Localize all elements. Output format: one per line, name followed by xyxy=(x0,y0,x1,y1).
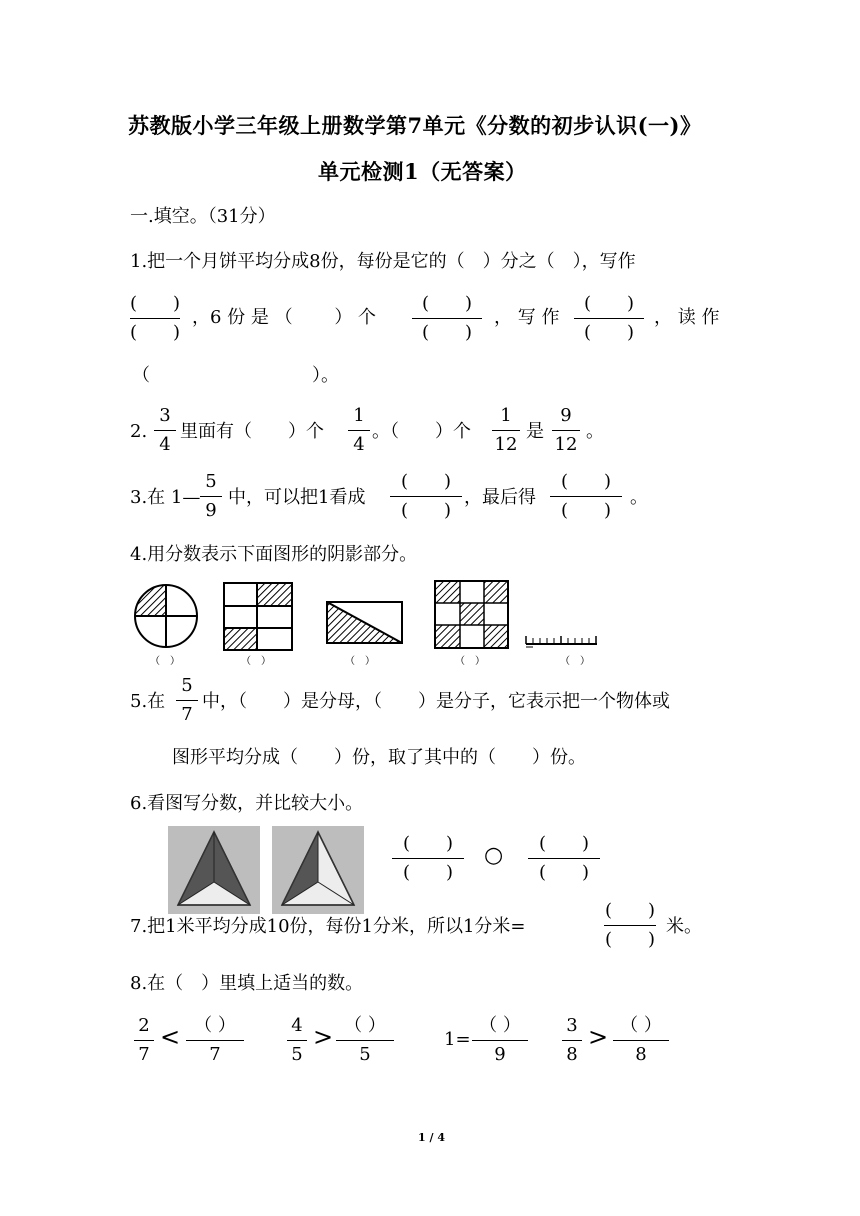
fraction xyxy=(154,404,176,457)
numerator: 3 xyxy=(159,405,171,426)
page-subtitle: 单元检测1（无答案） xyxy=(318,159,527,184)
blank-fraction[interactable] xyxy=(550,470,622,523)
blank-fraction[interactable] xyxy=(613,1014,669,1067)
question-7-text: 7.把1米平均分成10份，每份1分米，所以1分米= xyxy=(130,916,526,937)
blank-fraction[interactable] xyxy=(412,292,482,345)
numerator: 9 xyxy=(560,405,572,426)
blank-denominator: ( ) xyxy=(400,500,452,521)
fraction-bar xyxy=(574,318,644,319)
denominator: 5 xyxy=(359,1044,371,1065)
question-2-text: 里面有（ ）个 xyxy=(180,421,324,442)
question-1-line3: （ ）。 xyxy=(132,365,339,386)
question-4-text: 4.用分数表示下面图形的阴影部分。 xyxy=(130,544,418,565)
question-8-text: 8.在（ ）里填上适当的数。 xyxy=(130,973,364,994)
question-2-text: 是 xyxy=(526,421,544,442)
denominator: 9 xyxy=(205,500,217,521)
blank-denominator: ( ) xyxy=(604,929,656,950)
blank-numerator: ( ) xyxy=(560,471,612,492)
denominator: 7 xyxy=(138,1044,150,1065)
blank-fraction[interactable] xyxy=(472,1014,528,1067)
blank-numerator: （ ） xyxy=(344,1015,386,1036)
fraction-bar xyxy=(287,1040,307,1041)
blank-fraction[interactable] xyxy=(604,899,656,952)
blank-fraction[interactable] xyxy=(336,1014,394,1067)
shaded-triangle-photo-1-icon xyxy=(168,826,260,914)
denominator: 4 xyxy=(159,434,171,455)
question-1-text: ， 读 作 xyxy=(654,307,720,328)
blank-fraction[interactable] xyxy=(528,832,600,885)
fraction-bar xyxy=(176,700,198,701)
fraction-bar xyxy=(412,318,482,319)
fraction-bar xyxy=(492,430,520,431)
fraction xyxy=(552,404,580,457)
blank-fraction[interactable] xyxy=(186,1014,244,1067)
denominator: 12 xyxy=(554,434,578,455)
blank-denominator: ( ) xyxy=(538,862,590,883)
denominator: 9 xyxy=(494,1044,506,1065)
shaded-circle-quarter-icon xyxy=(135,585,197,647)
numerator: 1 xyxy=(500,405,512,426)
blank-numerator: （ ） xyxy=(620,1015,662,1036)
question-5-text: 中，（ ）是分母，（ ）是分子，它表示把一个物体或 xyxy=(202,691,670,712)
question-1-text: ， 写 作 xyxy=(494,307,560,328)
page-title: 苏教版小学三年级上册数学第7单元《分数的初步认识(一)》 xyxy=(128,113,702,138)
figure-caption: （ ） xyxy=(150,656,180,667)
question-3-text: ，最后得 xyxy=(464,487,536,508)
fraction-bar xyxy=(200,496,222,497)
denominator: 8 xyxy=(566,1044,578,1065)
numerator: 4 xyxy=(291,1015,303,1036)
ruler-icon xyxy=(526,636,597,647)
fraction-bar xyxy=(348,430,370,431)
blank-numerator: ( ) xyxy=(583,293,635,314)
blank-denominator: ( ) xyxy=(583,322,635,343)
fraction xyxy=(200,470,222,523)
shaded-triangle-photo-2-icon xyxy=(272,826,364,914)
fraction-bar xyxy=(130,318,180,319)
numerator: 2 xyxy=(138,1015,150,1036)
blank-denominator: ( ) xyxy=(130,322,181,343)
denominator: 7 xyxy=(181,704,193,725)
figure-caption: （ ） xyxy=(455,656,485,667)
question-2-text: 。（ ）个 xyxy=(372,421,471,442)
blank-numerator: ( ) xyxy=(400,471,452,492)
shaded-triangle-rectangle-icon xyxy=(327,602,402,643)
blank-denominator: ( ) xyxy=(402,862,454,883)
shaded-checker-3x3-icon xyxy=(435,581,508,648)
figure-caption: （ ） xyxy=(345,656,375,667)
blank-denominator: ( ) xyxy=(421,322,473,343)
question-1-line1: 1.把一个月饼平均分成8份，每份是它的（ ）分之（ ），写作 xyxy=(130,251,636,272)
fraction-bar xyxy=(154,430,176,431)
compare-symbol: < xyxy=(160,1023,181,1051)
fraction-bar xyxy=(134,1040,154,1041)
question-3-text: 中，可以把1看成 xyxy=(228,487,366,508)
question-2-label: 2. xyxy=(130,421,148,442)
blank-numerator: ( ) xyxy=(604,900,656,921)
denominator: 5 xyxy=(291,1044,303,1065)
fraction-bar xyxy=(562,1040,582,1041)
blank-denominator: ( ) xyxy=(560,500,612,521)
fraction xyxy=(176,674,198,727)
question-3-label: 3.在 1— xyxy=(130,487,201,508)
numerator: 1 xyxy=(353,405,365,426)
fraction-bar xyxy=(392,858,464,859)
fraction xyxy=(348,404,370,457)
compare-circle[interactable]: ○ xyxy=(484,843,504,868)
denominator: 12 xyxy=(494,434,518,455)
question-7-text: 米。 xyxy=(666,916,702,937)
numerator: 5 xyxy=(181,675,193,696)
fraction xyxy=(492,404,520,457)
fraction-bar xyxy=(604,925,656,926)
section-heading: 一.填空。（31分） xyxy=(130,206,276,227)
fraction-bar xyxy=(472,1040,528,1041)
numerator: 5 xyxy=(205,471,217,492)
fraction-bar xyxy=(552,430,580,431)
question-5-line2: 图形平均分成（ ）份，取了其中的（ ）份。 xyxy=(172,747,586,768)
blank-numerator: ( ) xyxy=(538,833,590,854)
denominator: 4 xyxy=(353,434,365,455)
fraction-bar xyxy=(186,1040,244,1041)
page-number: 1 / 4 xyxy=(418,1131,445,1144)
blank-numerator: ( ) xyxy=(130,293,181,314)
blank-numerator: ( ) xyxy=(402,833,454,854)
fraction xyxy=(134,1014,154,1067)
question-6-text: 6.看图写分数，并比较大小。 xyxy=(130,793,364,814)
equation-lhs: 1= xyxy=(444,1029,471,1050)
question-5-label: 5.在 xyxy=(130,691,166,712)
figure-caption: （ ） xyxy=(560,656,590,667)
denominator: 7 xyxy=(209,1044,221,1065)
fraction xyxy=(287,1014,307,1067)
compare-symbol: > xyxy=(588,1023,609,1051)
fraction-bar xyxy=(613,1040,669,1041)
compare-symbol: > xyxy=(313,1023,334,1051)
fraction-bar xyxy=(550,496,622,497)
fraction-bar xyxy=(336,1040,394,1041)
blank-fraction[interactable] xyxy=(392,832,464,885)
blank-fraction[interactable] xyxy=(574,292,644,345)
fraction xyxy=(562,1014,582,1067)
blank-fraction[interactable] xyxy=(390,470,462,523)
denominator: 8 xyxy=(635,1044,647,1065)
numerator: 3 xyxy=(566,1015,578,1036)
question-3-text: 。 xyxy=(630,487,648,508)
blank-numerator: ( ) xyxy=(421,293,473,314)
figure-caption: （ ） xyxy=(241,656,271,667)
shaded-grid-2x3-icon xyxy=(224,583,292,650)
question-2-text: 。 xyxy=(586,421,604,442)
blank-fraction[interactable] xyxy=(130,292,180,345)
fraction-bar xyxy=(390,496,462,497)
blank-numerator: （ ） xyxy=(194,1015,236,1036)
fraction-bar xyxy=(528,858,600,859)
question-1-text: ，6 份 是 （ ） 个 xyxy=(192,307,377,328)
blank-numerator: （ ） xyxy=(479,1015,521,1036)
